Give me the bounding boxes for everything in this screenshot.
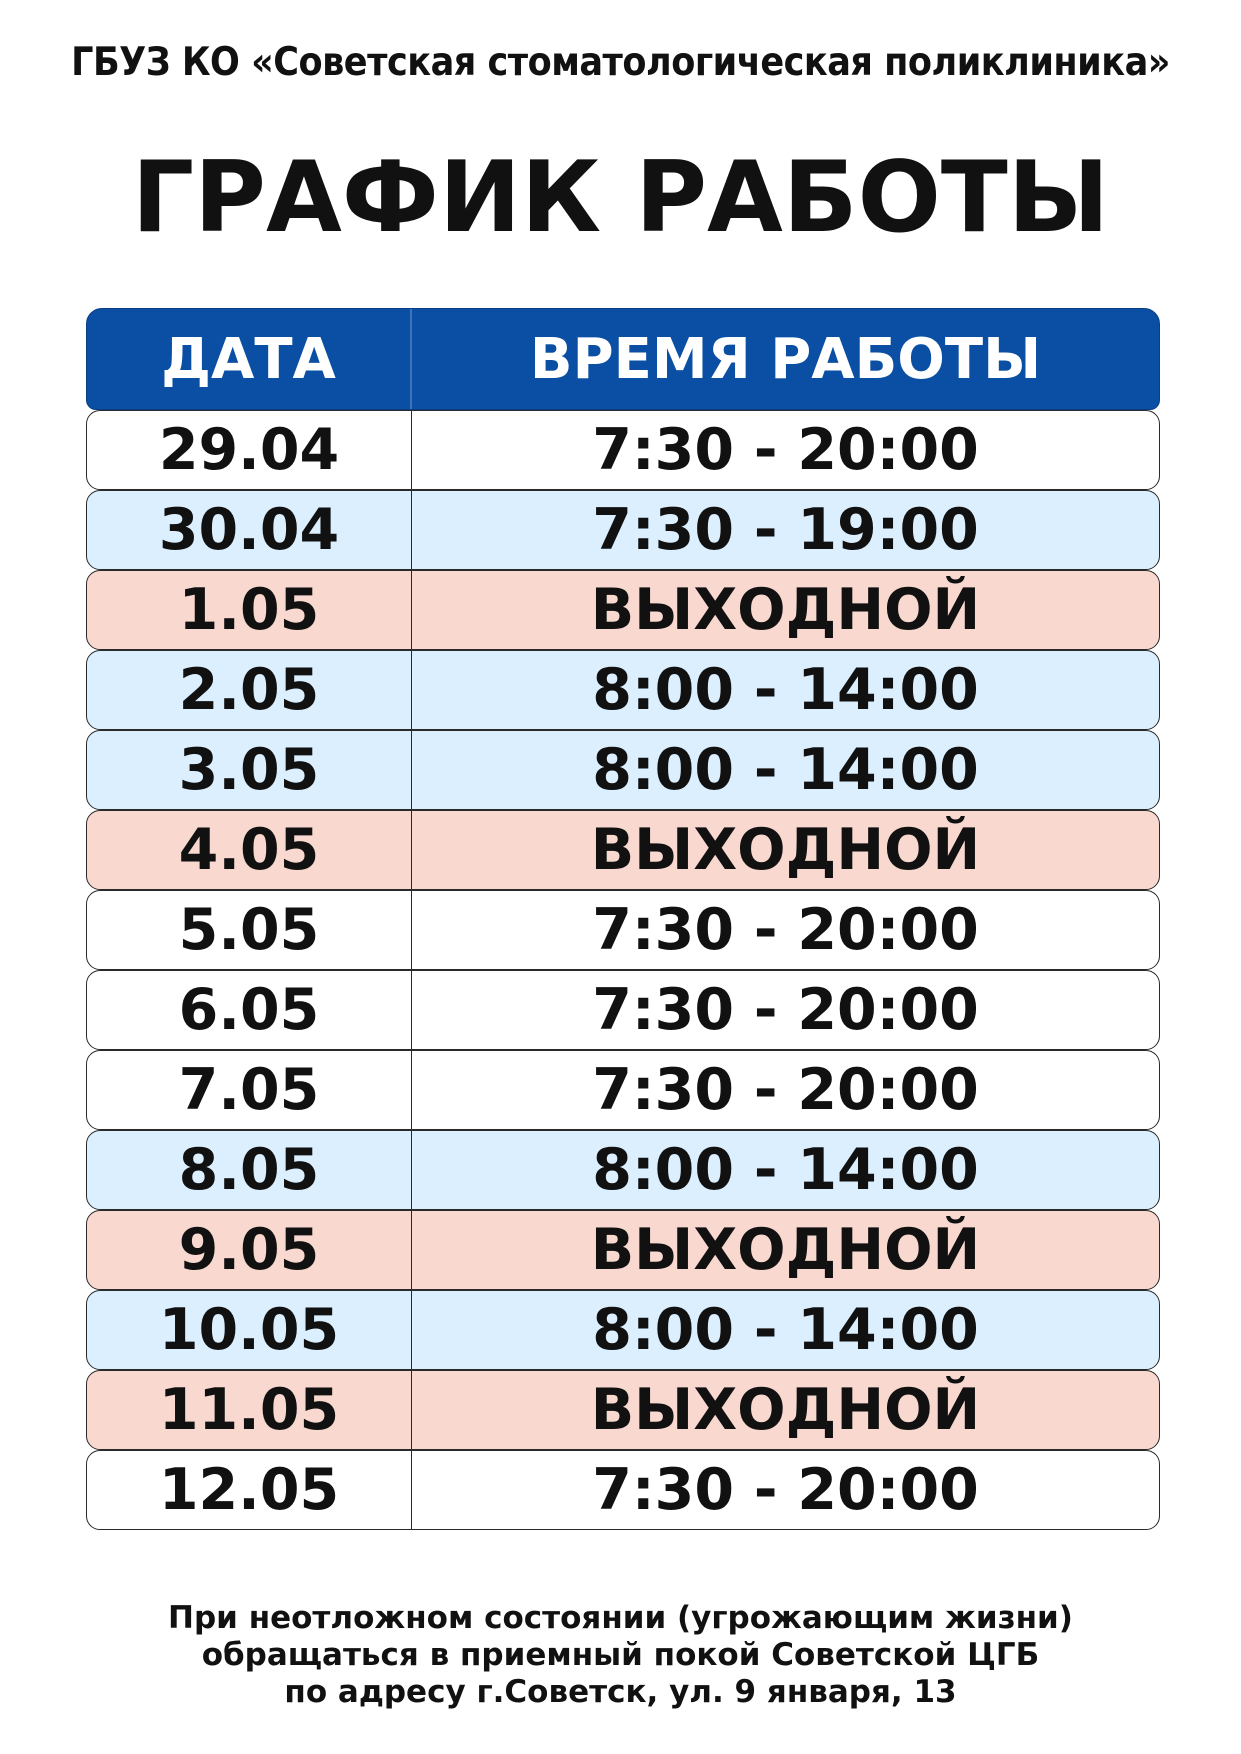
date-cell: 7.05	[87, 1051, 412, 1129]
time-cell: 8:00 - 14:00	[592, 737, 979, 803]
time-cell: 8:00 - 14:00	[592, 1297, 979, 1363]
time-cell: ВЫХОДНОЙ	[590, 577, 981, 643]
date-cell: 5.05	[87, 891, 412, 969]
organization-name: ГБУЗ КО «Советская стоматологическая поликлиника»	[71, 40, 1170, 85]
date-cell: 9.05	[87, 1211, 412, 1289]
emergency-note-line: При неотложном состоянии (угрожающим жизни)	[168, 1600, 1073, 1636]
time-cell: 7:30 - 20:00	[592, 417, 979, 483]
time-cell: 7:30 - 20:00	[592, 897, 979, 963]
table-row	[86, 1130, 1160, 1210]
table-row	[86, 650, 1160, 730]
time-cell: ВЫХОДНОЙ	[590, 1217, 981, 1283]
table-row	[86, 1290, 1160, 1370]
time-cell: 8:00 - 14:00	[592, 657, 979, 723]
time-cell: ВЫХОДНОЙ	[590, 1377, 981, 1443]
time-cell: 7:30 - 19:00	[592, 497, 979, 563]
time-cell: ВЫХОДНОЙ	[590, 817, 981, 883]
schedule-table	[86, 308, 1160, 1530]
emergency-note-line: по адресу г.Советск, ул. 9 января, 13	[284, 1674, 957, 1710]
date-cell: 3.05	[87, 731, 412, 809]
header-time: ВРЕМЯ РАБОТЫ	[529, 326, 1042, 392]
date-cell: 2.05	[87, 651, 412, 729]
emergency-note-line: обращаться в приемный покой Советской ЦГБ	[201, 1637, 1040, 1673]
date-cell: 4.05	[87, 811, 412, 889]
table-row	[86, 1210, 1160, 1290]
table-row	[86, 890, 1160, 970]
time-cell: 7:30 - 20:00	[592, 977, 979, 1043]
date-cell: 11.05	[87, 1371, 412, 1449]
date-cell: 8.05	[87, 1131, 412, 1209]
date-cell: 30.04	[87, 491, 412, 569]
date-cell: 10.05	[87, 1291, 412, 1369]
emergency-note	[0, 1600, 1241, 1711]
date-cell: 12.05	[87, 1451, 412, 1529]
table-row	[86, 410, 1160, 490]
header-date: ДАТА	[87, 309, 412, 409]
table-row	[86, 1450, 1160, 1530]
date-cell: 6.05	[87, 971, 412, 1049]
table-row	[86, 730, 1160, 810]
page-title: ГРАФИК РАБОТЫ	[131, 141, 1110, 255]
date-cell: 1.05	[87, 571, 412, 649]
table-row	[86, 1370, 1160, 1450]
table-row	[86, 970, 1160, 1050]
table-row	[86, 490, 1160, 570]
table-header	[86, 308, 1160, 410]
time-cell: 8:00 - 14:00	[592, 1137, 979, 1203]
table-row	[86, 570, 1160, 650]
time-cell: 7:30 - 20:00	[592, 1057, 979, 1123]
date-cell: 29.04	[87, 411, 412, 489]
time-cell: 7:30 - 20:00	[592, 1457, 979, 1523]
table-row	[86, 1050, 1160, 1130]
table-row	[86, 810, 1160, 890]
